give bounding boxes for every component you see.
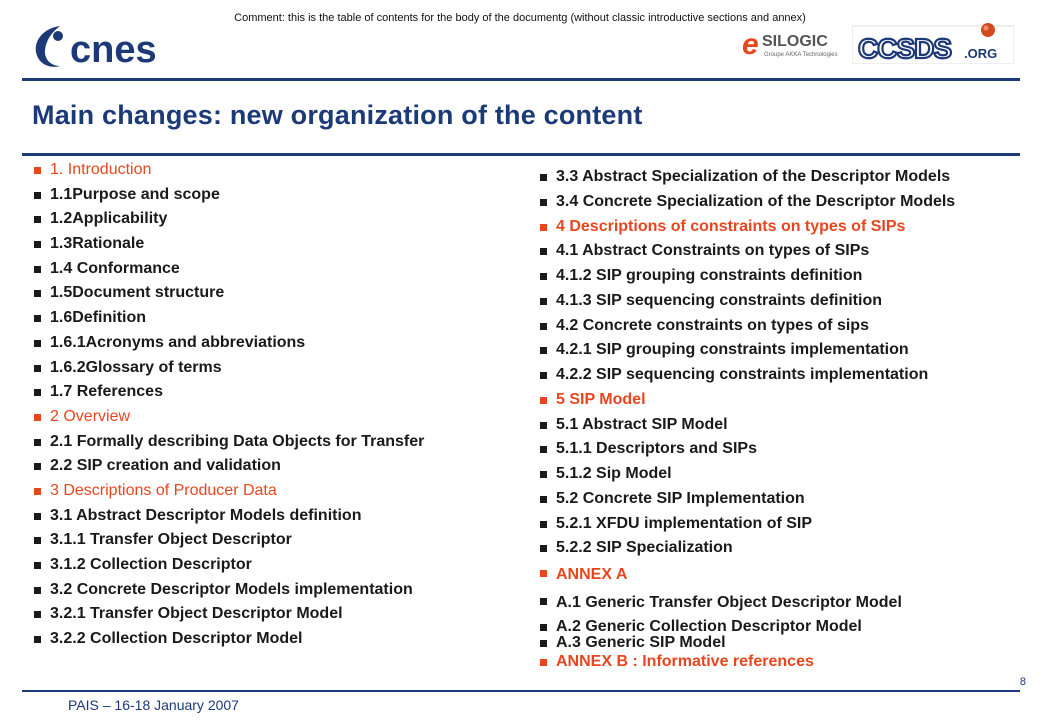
ccsds-logo xyxy=(852,20,1014,64)
toc-item: 1.3Rationale xyxy=(34,234,524,259)
toc-item: 4.1 Abstract Constraints on types of SIPs xyxy=(540,241,1035,266)
toc-item: 1.6.1Acronyms and abbreviations xyxy=(34,333,524,358)
title-rule xyxy=(22,153,1020,156)
toc-item: 4 Descriptions of constraints on types of SIPs xyxy=(540,217,1035,242)
cnes-wordmark: cnes xyxy=(70,29,157,70)
esilogic-wordmark: SILOGIC xyxy=(762,33,828,50)
toc-item: 3.2 Concrete Descriptor Models implementation xyxy=(34,580,524,605)
toc-item: 5.1.1 Descriptors and SIPs xyxy=(540,439,1035,464)
toc-item: 5 SIP Model xyxy=(540,390,1035,415)
footer-rule xyxy=(22,690,1020,692)
toc-left-column xyxy=(34,160,524,654)
toc-item: 3.4 Concrete Specialization of the Descriptor Models xyxy=(540,192,1035,217)
cnes-logo xyxy=(32,22,192,70)
toc-item: 2 Overview xyxy=(34,407,524,432)
toc-item: 1. Introduction xyxy=(34,160,524,185)
toc-item: 3.1 Abstract Descriptor Models definition xyxy=(34,506,524,531)
toc-item: ANNEX B : Informative references xyxy=(540,652,1035,677)
toc-item: 1.4 Conformance xyxy=(34,259,524,284)
ccsds-orb-icon xyxy=(981,23,995,37)
toc-item: 4.2.1 SIP grouping constraints implementation xyxy=(540,340,1035,365)
toc-item: A.3 Generic SIP Model xyxy=(540,633,1035,652)
cnes-dot-icon xyxy=(53,31,63,41)
toc-item: A.2 Generic Collection Descriptor Model xyxy=(540,617,1035,633)
esilogic-subtitle: Groupe AKKA Technologies xyxy=(764,52,838,58)
toc-item: ANNEX A xyxy=(540,563,1035,591)
toc-item: A.1 Generic Transfer Object Descriptor Model xyxy=(540,591,1035,617)
esilogic-e-icon: e xyxy=(742,28,759,60)
toc-item: 4.2 Concrete constraints on types of sips xyxy=(540,316,1035,341)
toc-item: 2.2 SIP creation and validation xyxy=(34,456,524,481)
toc-item: 5.2.2 SIP Specialization xyxy=(540,538,1035,563)
header-rule xyxy=(22,78,1020,81)
toc-item: 4.2.2 SIP sequencing constraints implementation xyxy=(540,365,1035,390)
toc-item: 1.5Document structure xyxy=(34,283,524,308)
toc-item: 3.2.1 Transfer Object Descriptor Model xyxy=(34,604,524,629)
toc-item: 5.1 Abstract SIP Model xyxy=(540,415,1035,440)
footer-text: PAIS – 16-18 January 2007 xyxy=(68,697,239,713)
toc-item: 1.1Purpose and scope xyxy=(34,185,524,210)
toc-item: 5.2 Concrete SIP Implementation xyxy=(540,489,1035,514)
ccsds-org-suffix: .ORG xyxy=(964,46,998,61)
toc-item: 4.1.3 SIP sequencing constraints definition xyxy=(540,291,1035,316)
slide-title: Main changes: new organization of the content xyxy=(32,100,643,130)
toc-item: 5.1.2 Sip Model xyxy=(540,464,1035,489)
toc-item: 3.1.1 Transfer Object Descriptor xyxy=(34,530,524,555)
toc-item: 5.2.1 XFDU implementation of SIP xyxy=(540,514,1035,539)
toc-item: 1.2Applicability xyxy=(34,209,524,234)
page-number: 8 xyxy=(1019,676,1026,688)
toc-right-column xyxy=(540,167,1035,677)
toc-item: 4.1.2 SIP grouping constraints definition xyxy=(540,266,1035,291)
toc-item: 2.1 Formally describing Data Objects for Transfer xyxy=(34,432,524,457)
toc-item: 3.2.2 Collection Descriptor Model xyxy=(34,629,524,654)
slide-comment: Comment: this is the table of contents for the body of the documentg (without classic introductive sections and annex) xyxy=(234,12,806,24)
esilogic-logo xyxy=(740,24,844,60)
toc-item: 1.6Definition xyxy=(34,308,524,333)
toc-item: 3.3 Abstract Specialization of the Descriptor Models xyxy=(540,167,1035,192)
toc-item: 1.7 References xyxy=(34,382,524,407)
ccsds-wordmark: CCSDS xyxy=(858,33,952,64)
toc-item: 1.6.2Glossary of terms xyxy=(34,358,524,383)
toc-item: 3 Descriptions of Producer Data xyxy=(34,481,524,506)
toc-item: 3.1.2 Collection Descriptor xyxy=(34,555,524,580)
